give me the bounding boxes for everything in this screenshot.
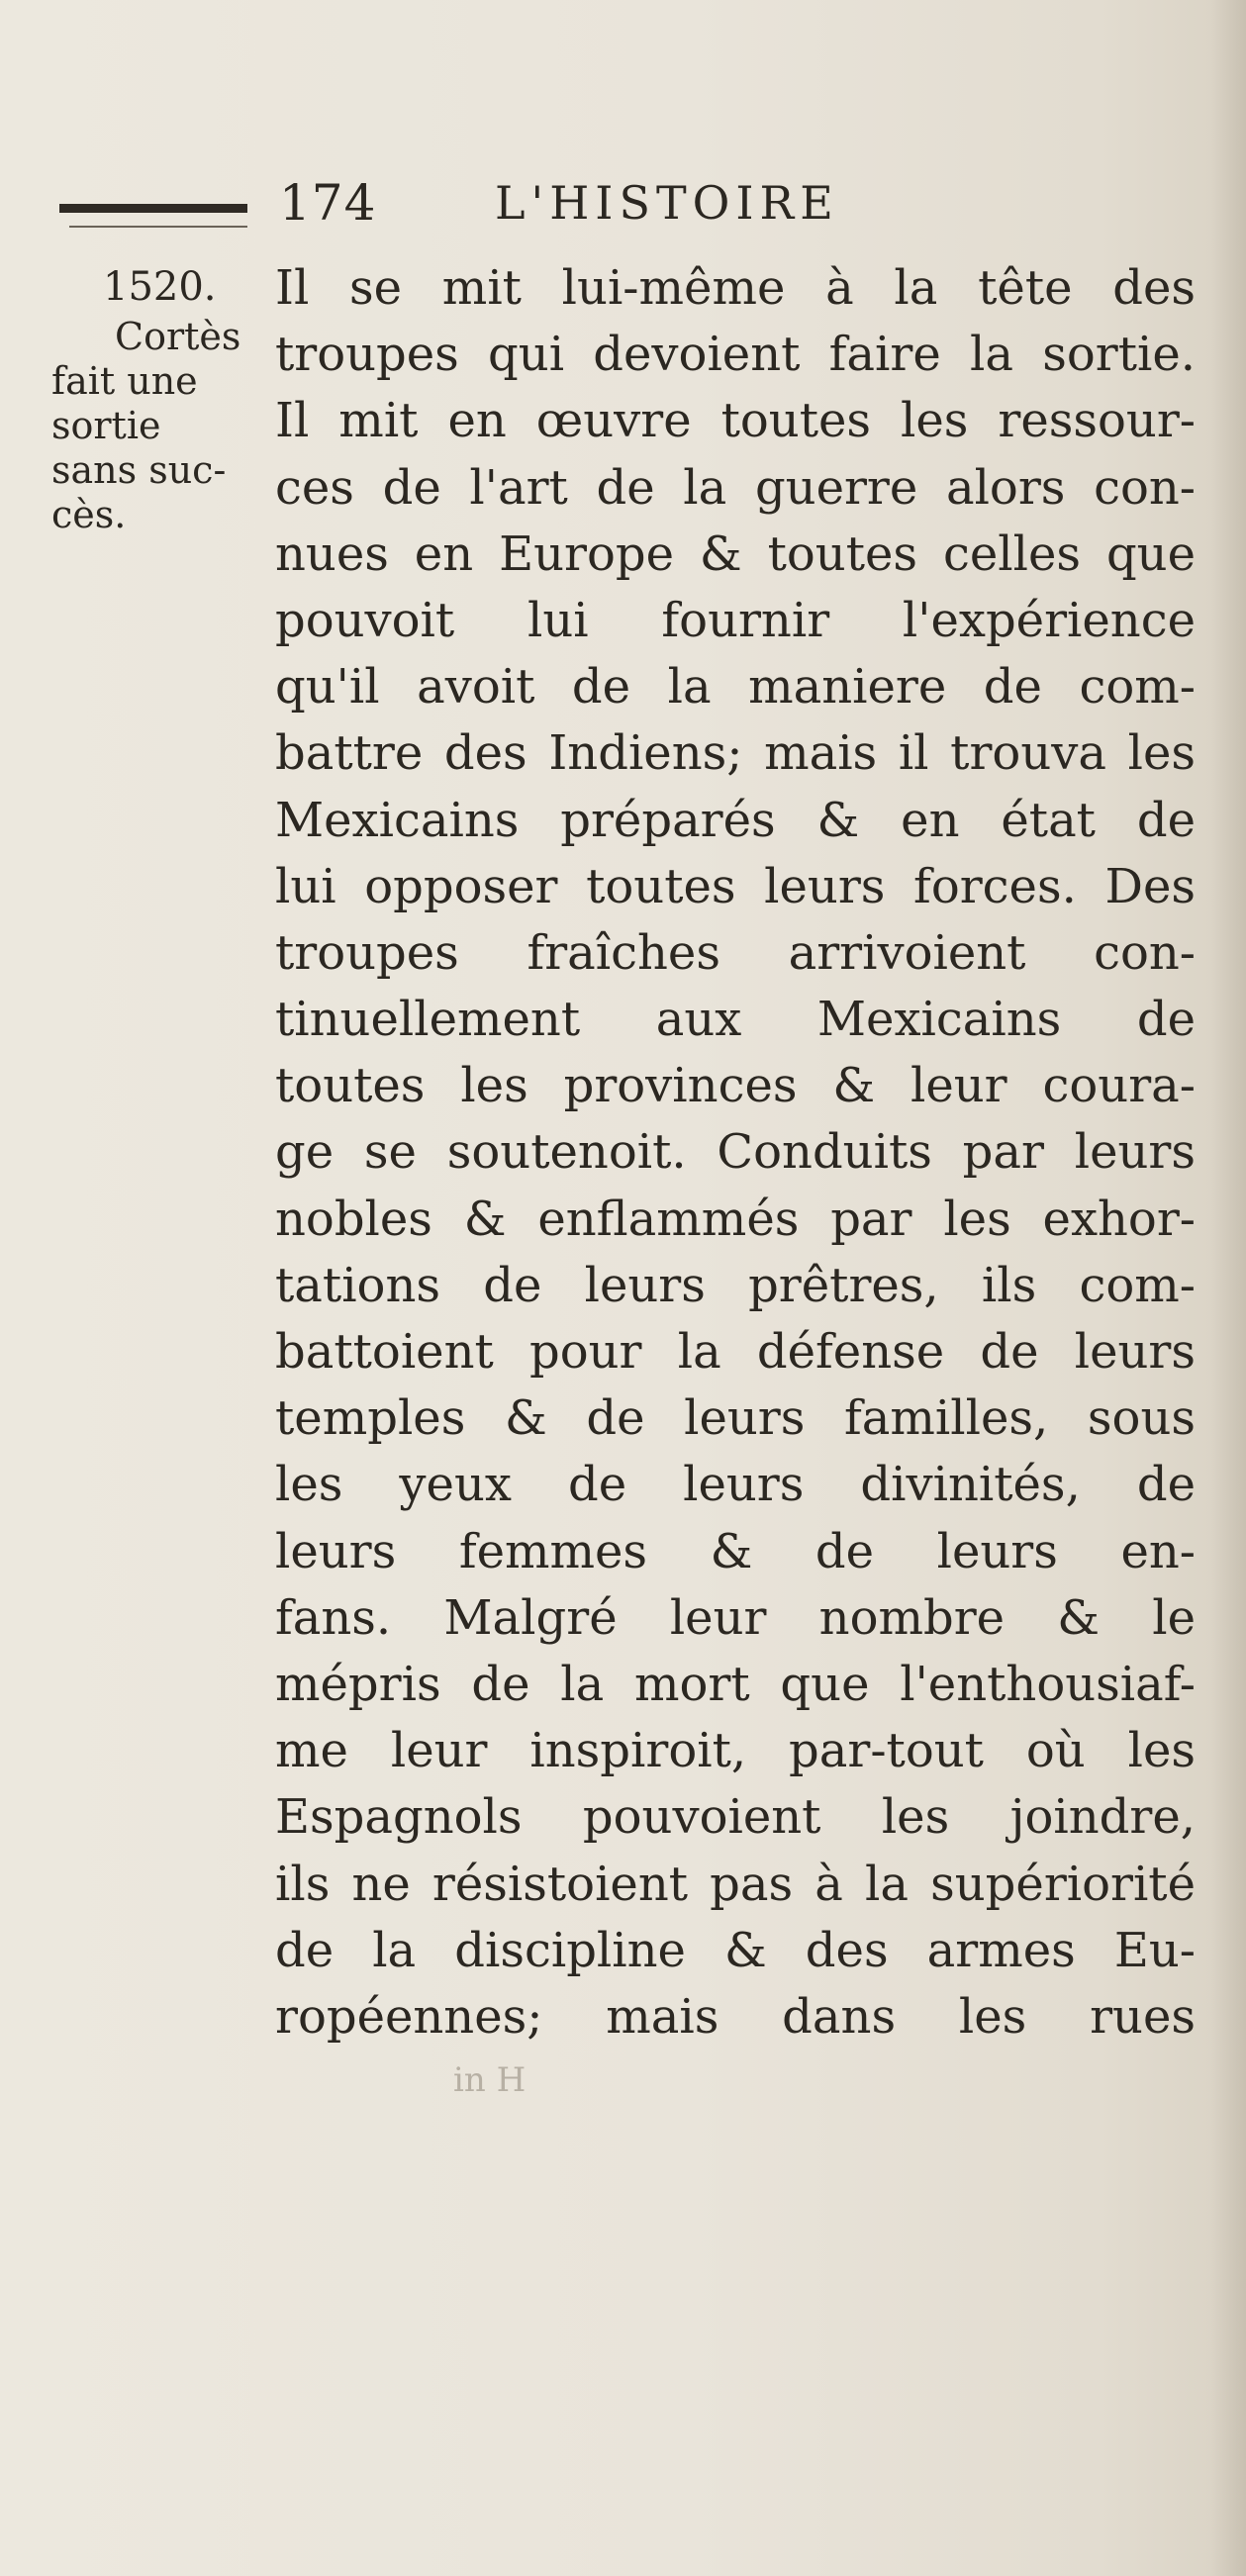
body-line: qu'il avoit de la maniere de com- <box>275 659 1196 716</box>
body-line: fans. Malgré leur nombre & le <box>275 1589 1196 1646</box>
margin-note-line: fait une <box>51 359 198 403</box>
body-line: troupes qui devoient faire la sortie. <box>275 327 1196 383</box>
body-line: nobles & enflammés par les exhor- <box>275 1191 1196 1247</box>
body-line: mépris de la mort que l'enthousiaf- <box>275 1656 1196 1712</box>
body-line: tinuellement aux Mexicains de <box>275 992 1196 1048</box>
body-line: battre des Indiens; mais il trouva les <box>275 725 1196 782</box>
header-rule-thick <box>59 204 247 213</box>
header-rule-thin <box>69 226 247 228</box>
body-line: ge se soutenoit. Conduits par leurs <box>275 1124 1196 1181</box>
body-line: nues en Europe & toutes celles que <box>275 525 1196 582</box>
page-number: 174 <box>279 174 377 232</box>
body-line: Il se mit lui-même à la tête des <box>275 260 1196 316</box>
body-line: les yeux de leurs divinités, de <box>275 1457 1196 1513</box>
body-line: Espagnols pouvoient les joindre, <box>275 1789 1196 1846</box>
body-line: Il mit en œuvre toutes les ressour- <box>275 393 1196 449</box>
body-line: troupes fraîches arrivoient con- <box>275 924 1196 981</box>
body-line: pouvoit lui fournir l'expérience <box>275 592 1196 648</box>
margin-note <box>51 259 279 537</box>
body-line: battoient pour la défense de leurs <box>275 1324 1196 1380</box>
body-line: me leur inspiroit, par-tout où les <box>275 1723 1196 1779</box>
body-line: Mexicains préparés & en état de <box>275 792 1196 848</box>
body-line: ropéennes; mais dans les rues <box>275 1988 1196 2045</box>
page-header <box>59 168 1198 238</box>
margin-note-line: cès. <box>51 493 127 536</box>
body-line: leurs femmes & de leurs en- <box>275 1523 1196 1579</box>
body-line: ils ne résistoient pas à la supériorité <box>275 1856 1196 1912</box>
body-line: temples & de leurs familles, sous <box>275 1390 1196 1447</box>
body-line: de la discipline & des armes Eu- <box>275 1922 1196 1978</box>
margin-year: 1520. <box>103 264 217 310</box>
body-line: tations de leurs prêtres, ils com- <box>275 1257 1196 1313</box>
margin-note-line: Cortès <box>115 315 241 358</box>
body-line: ces de l'art de la guerre alors con- <box>275 459 1196 516</box>
body-line: toutes les provinces & leur coura- <box>275 1058 1196 1114</box>
page-edge-shadow <box>1210 0 1246 2576</box>
main-text-block <box>275 255 1196 2051</box>
body-line: lui opposer toutes leurs forces. Des <box>275 858 1196 914</box>
margin-note-line: sans suc- <box>51 448 227 492</box>
margin-note-line: sortie <box>51 404 161 447</box>
running-title: L'HISTOIRE <box>495 176 839 230</box>
catchword-bleedthrough: in H <box>453 2060 527 2100</box>
